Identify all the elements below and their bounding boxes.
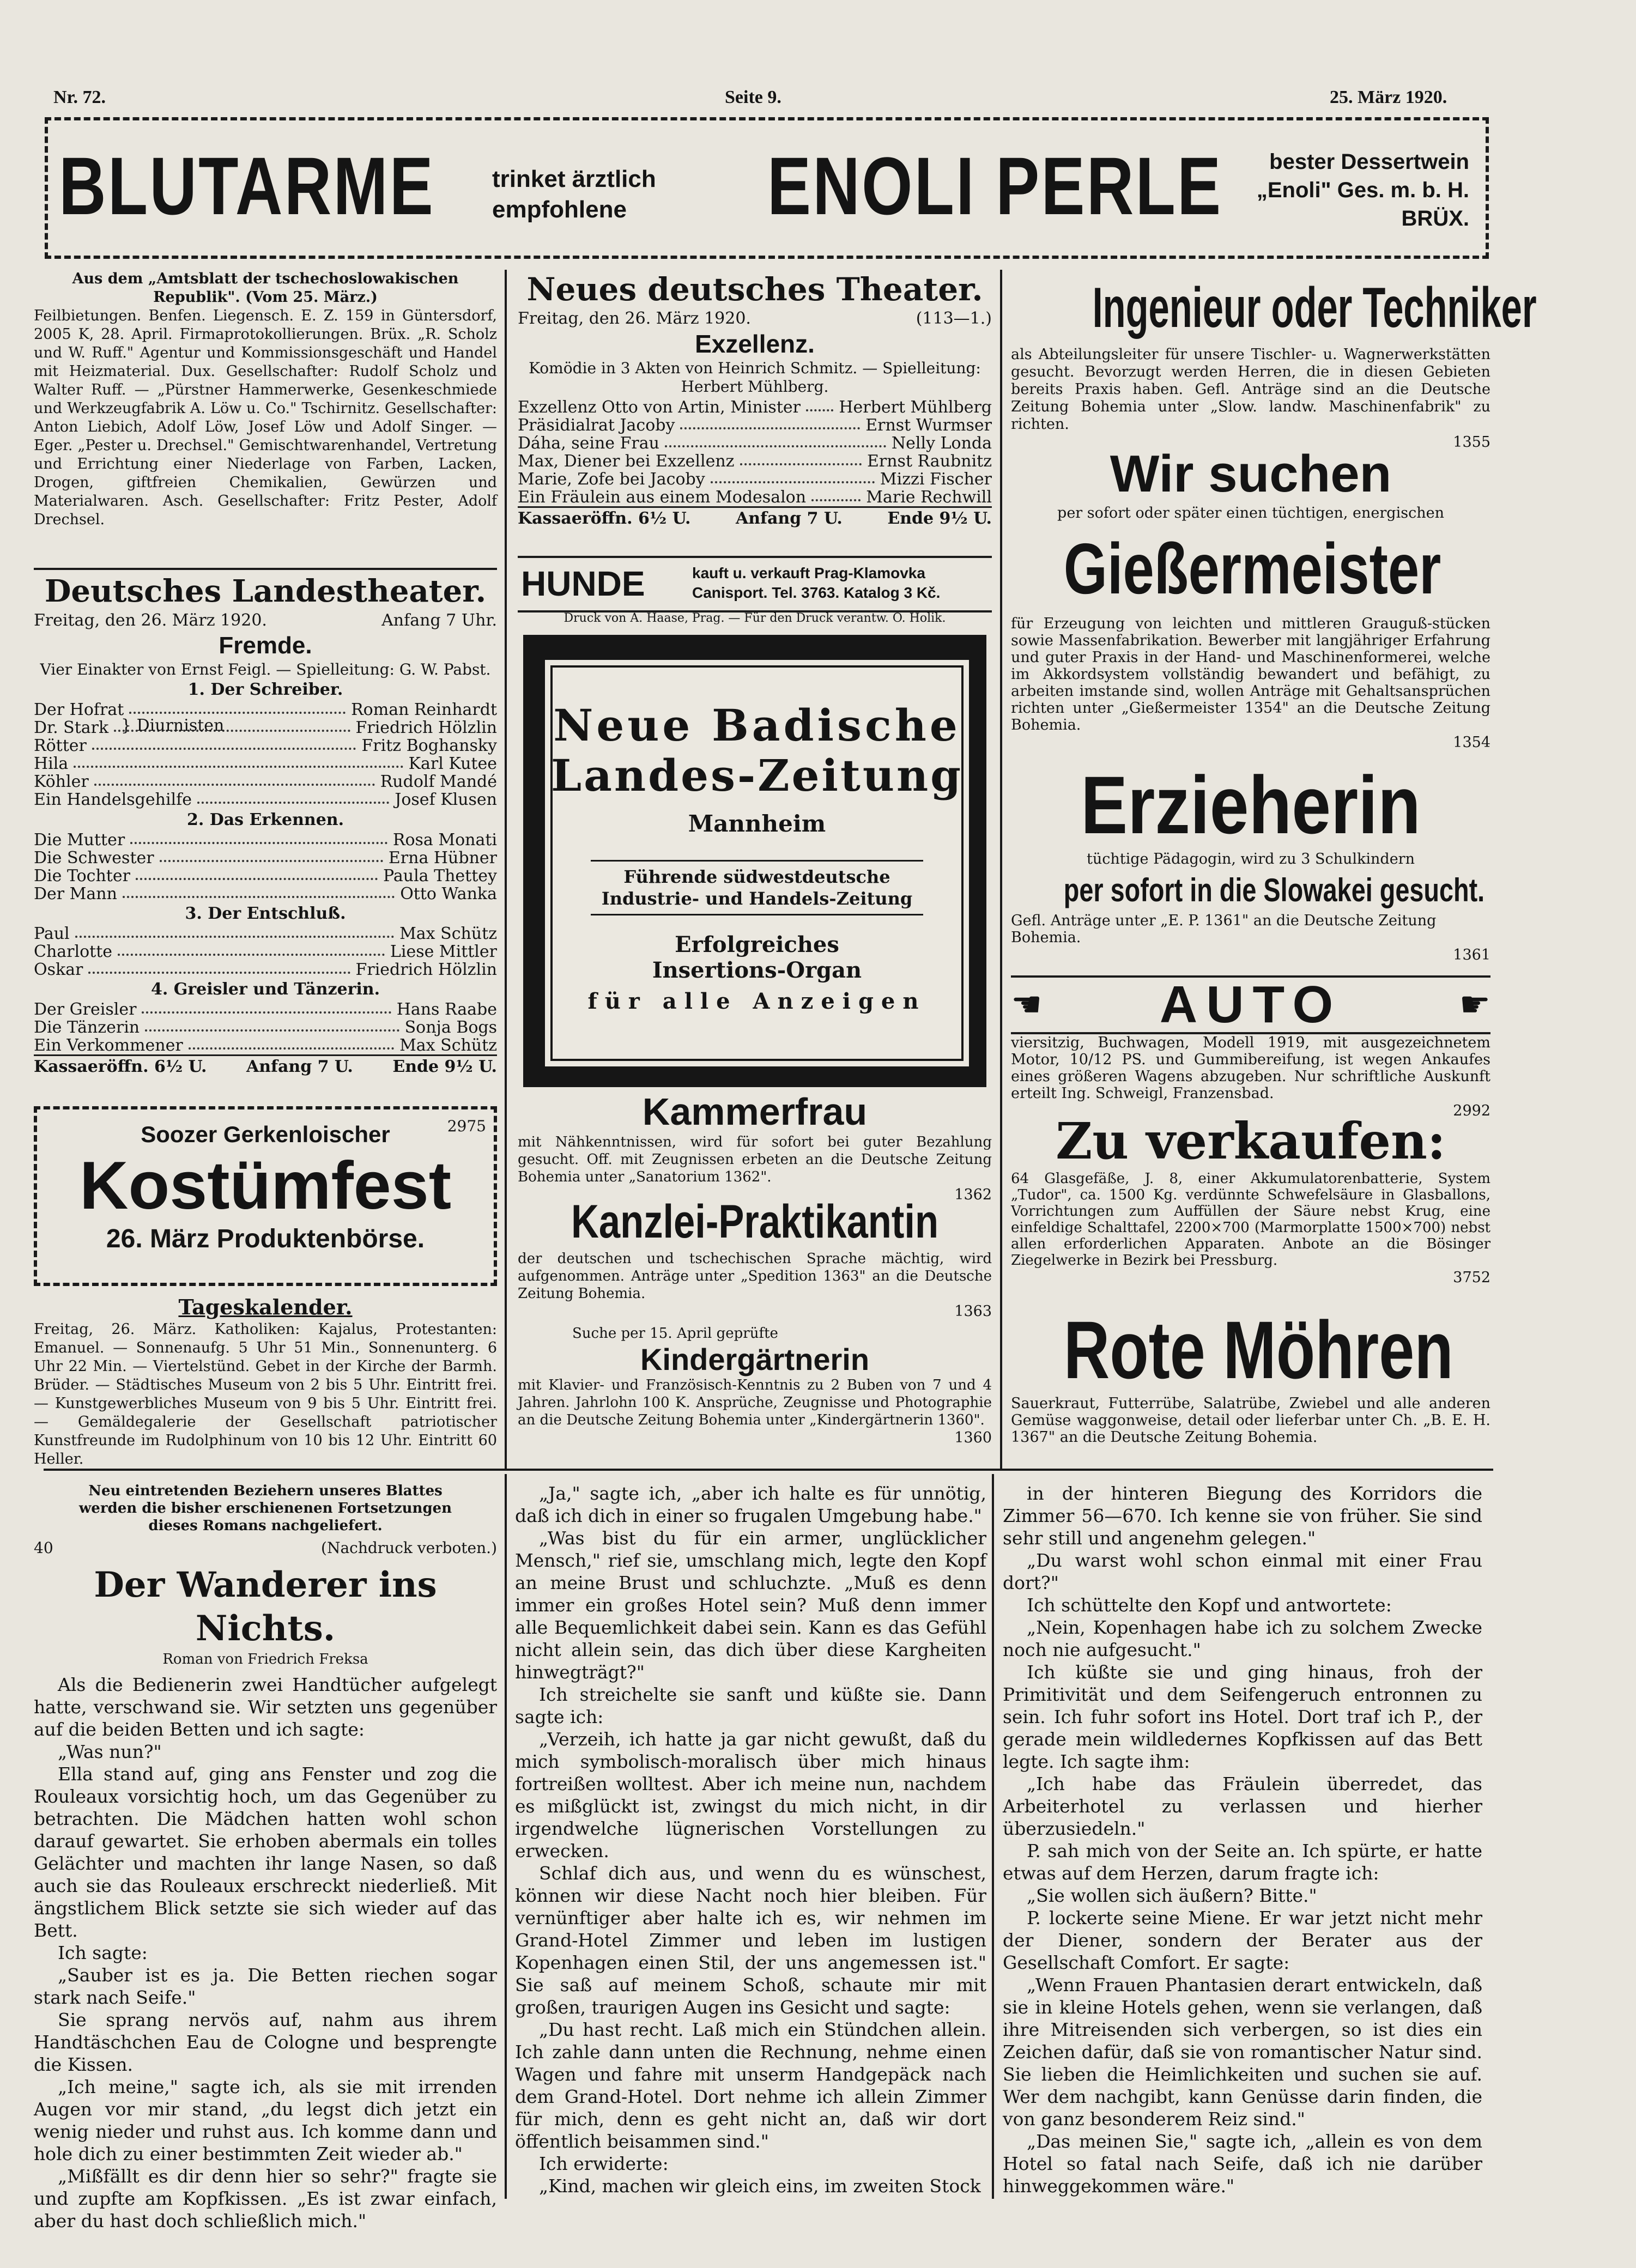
roman-paragraph: Ich küßte sie und ging hinaus, froh der Primitivität und dem Seifengeruch entronnen zu sein. Ich fuhr sofort ins Hotel. Dort traf ich P., der gerade mein wildledernes Kopfkissen auf das Bett legte. Ich sagte ihm: [1003,1661,1482,1772]
neues-theater-title: Neues deutsches Theater. [526,271,983,308]
cast-actor: Friedrich Hölzlin [355,960,497,979]
erzieherin-text: Gefl. Anträge unter „E. P. 1361" an die Deutsche Zeitung Bohemia. [1011,912,1437,946]
cast-actor: Josef Klusen [395,790,497,809]
cast-actor: Sonja Bogs [404,1018,497,1037]
cast-row [518,488,992,506]
landestheater-title: Deutsches Landestheater. [44,573,487,609]
cast-actor: Paula Thettey [383,866,497,886]
cast-actor: Otto Wanka [400,884,497,903]
roman-paragraph: „Ja," sagte ich, „aber ich halte es für unnötig, daß ich dich in einer so frugalen Umgebung habe." [515,1483,986,1526]
badische-slogan2: Insertions-Organ [652,957,862,983]
roman-paragraph: Ich streichelte sie sanft und küßte sie. Dann sagte ich: [515,1684,986,1727]
banner-middle [492,164,656,225]
page-number: Seite 9. [725,87,781,107]
cast-role: Oskar [34,960,83,979]
header-date: 25. März 1920. [1330,87,1447,107]
kostuemfest-number: 2975 [447,1117,486,1135]
cast-actor: Erna Hübner [388,848,497,868]
cast-row [34,885,497,903]
badische-city: Mannheim [688,810,826,837]
landestheater-acts [34,679,497,1054]
hunde-ad [518,556,992,613]
act-title: 1. Der Schreiber. [187,680,343,699]
neues-theater-date: Freitag, den 26. März 1920. [518,309,751,328]
imprint: Druck von A. Haase, Prag. — Für den Druck verantw. O. Holik. [563,611,946,625]
amtsblatt-text: Feilbietungen. Benfen. Liegensch. E. Z. 159 in Güntersdorf, 2005 K, 28. April. Firmaprotokollierungen. Brüx. „R. Scholz und W. Ruff." Agentur und Kommissionsgeschäft und Handel mit Heizmaterial. Dux. Gesellschafter: Rudolf Scholz und Walter Ruff. — „Pürstner Hammerwerke, Gesenkeschmiede und Werkzeugfabrik A. Löw u. Co." Tschirnitz. Gesellschafter: Anton Liebich, Adolf Löw, Josef Löw und Adolf Singer. — Eger. „Pester u. Drechsel." Gemischtwarenhandel, Vertretung und Errichtung einer Niederlage von Farben, Lacken, Drogen, giftfreien Chemikalien, Gewürzen und Materialwaren. Asch. Gesellschafter: Fritz Pester, Adolf Drechsel. [34,307,497,528]
cast-role: Der Mann [34,884,117,903]
rotemoehren-title: Rote Möhren [1063,1304,1453,1396]
roman-paragraph: „Das meinen Sie," sagte ich, „allein es von dem Hotel so fatal nach Seife, daß ich nie darüber hinweggekommen wäre." [1003,2131,1482,2197]
badische-ad [523,635,986,1087]
cast-actor: Roman Reinhardt [351,700,497,719]
zuverkaufen-text: 64 Glasgefäße, J. 8, einer Akkumulatorenbatterie, System „Tudor", ca. 1500 Kg. verdünnte Schwefelsäure in Glasballons, Vorrichtungen zum Auffüllen der Säure nebst Krug, eine einfeldige Schalttafel, 2200×700 (Marmorplatte 1500×700) nebst allen erforderlichen Apparaten. Anbote an die Bösinger Ziegelwerke in Bezirk bei Pressburg. [1011,1171,1490,1269]
ingenieur-title: Ingenieur oder Techniker [1092,276,1537,339]
roman-text-1 [34,1673,497,2232]
tageskalender-text: Freitag, 26. März. Katholiken: Kajalus, Protestanten: Emanuel. — Sonnenaufg. 5 Uhr 51 Min., Sonnenunterg. 6 Uhr 22 Min. — Viertelstünd. Gebet in der Kirche der Barmh. Brüder. — Städtisches Museum von 2 bis 5 Uhr. Eintritt frei. — Kunstgewerbliches Museum von 9 bis 5 Uhr. Eintritt frei. — Gemäldegalerie der Gesellschaft patriotischer Kunstfreunde im Rudolphinum von 10 bis 12 Uhr. Eintritt 60 Heller. [34,1321,497,1467]
roman-paragraph: „Wenn Frauen Phantasien derart entwickeln, daß sie in kleine Hotels gehen, wenn sie verlangen, daß ihre Mitreisenden sich verbergen, so ist dies ein Zeichen dafür, daß sie von romantischer Natur sind. Sie lieben die Heimlichkeiten und suchen sie auf. Wer dem nachgibt, kann Genüsse darin finden, die von ganz besonderem Reiz sind." [1003,1974,1482,2130]
kostuemfest-line1: Soozer Gerkenloischer [141,1121,390,1147]
cast-role: Ein Fräulein aus einem Modesalon [518,488,807,507]
kostuemfest-title: Kostümfest [79,1148,452,1223]
roman-paragraph: „Du warst wohl schon einmal mit einer Frau dort?" [1003,1550,1482,1593]
neues-theater-program [518,270,992,530]
zuverkaufen-ad [1011,1112,1490,1287]
giessermeister-num: 1354 [1453,734,1490,751]
roman-paragraph: Sie sprang nervös auf, nahm aus ihrem Handtäschchen Eau de Cologne und besprengte die Kissen. [34,2009,497,2075]
cast-actor: Fritz Boghansky [361,736,497,755]
banner-right-line1: bester Dessertwein [1269,150,1469,174]
roman-paragraph: „Mißfällt es dir denn hier so sehr?" fragte sie und zupfte am Kopfkissen. „Es ist zwar einfach, aber du hast doch schließlich mich." [34,2166,497,2231]
badische-slogan1: Erfolgreiches [675,932,839,957]
cast-actor: Rosa Monati [392,830,497,850]
neues-theater-code: (113—1.) [916,309,992,328]
erzieherin-num: 1361 [1453,947,1490,963]
hunde-line2: Canisport. Tel. 3763. Katalog 3 Kč. [692,584,941,601]
cast-role: Die Tänzerin [34,1018,140,1037]
kindergaertnerin-ad [518,1324,992,1447]
erzieherin-title: Erzieherin [1081,759,1421,851]
roman-nachdruck: (Nachdruck verboten.) [321,1539,497,1557]
cast-row [34,1036,497,1054]
rotemoehren-ad [1011,1305,1490,1446]
erzieherin-big: per sofort in die Slowakei gesucht. [1063,872,1485,908]
cast-actor: Ernst Raubnitz [867,452,992,471]
auto-text: viersitzig, Buchwagen, Modell 1919, mit ausgezeichnetem Motor, 10/12 PS. und Gummibereifung, ist wegen Ankaufes eines größeren Wagens abzugeben. Nur schriftliche Auskunft erteilt Ing. Schweigl, Franzensbad. [1011,1034,1490,1102]
kindergaertnerin-text: mit Klavier- und Französisch-Kenntnis zu 2 Buben von 7 und 4 Jahren. Jahrlohn 100 K. Ansprüche, Zeugnisse und Photographie an die Deutsche Zeitung Bohemia unter „Kindergärtnerin 1360". [518,1377,992,1428]
cast-role: Paul [34,924,70,943]
pointing-hand-right-icon: ☛ [1459,985,1490,1025]
cast-actor: Friedrich Hölzlin [355,718,497,737]
auto-title: AUTO [1159,975,1342,1034]
giessermeister-text: für Erzeugung von leichten und mittleren Grauguß-stücken sowie Massenfabrikation. Bewerber mit langjähriger Erfahrung und guter Praxis in der Hand- und Maschinenformerei, welche im Akkordsystem vollständig bewandert und befähigt, zu arbeiten imstande sind, wollen Anträge mit Gehaltsansprüchen richten unter „Gießermeister 1354" an die Deutsche Zeitung Bohemia. [1011,615,1490,733]
roman-paragraph: „Sauber ist es ja. Die Betten riechen sogar stark nach Seife." [34,1964,497,2008]
giessermeister-sub: per sofort oder später einen tüchtigen, energischen [1057,505,1444,521]
cast-row [518,398,992,416]
cast-actor: Max Schütz [399,924,497,943]
badische-slogan3: für alle Anzeigen [587,989,926,1014]
kammerfrau-text: mit Nähkenntnissen, wird für sofort bei guter Bezahlung gesucht. Off. mit Zeugnissen erbeten an die Deutsche Zeitung Bohemia unter „Sanatorium 1362". [518,1134,992,1185]
cast-row [34,755,497,773]
landestheater-time: Anfang 7 Uhr. [381,611,497,630]
roman-paragraph: „Du hast recht. Laß mich ein Stündchen allein. Ich zahle dann unten die Rechnung, nehme einen Wagen und fahre mit unserm Handgepäck nach dem Grand-Hotel. Dort nehme ich allein Zimmer für mich, denn es geht nicht an, daß wir dort öffentlich beisammen sind." [515,2019,986,2152]
cast-role: Hila [34,754,69,773]
enoli-banner-ad [45,117,1489,259]
cast-actor: Marie Rechwill [866,488,992,507]
roman-title: Der Wanderer ins Nichts. [94,1564,437,1649]
amtsblatt-heading: Aus dem „Amtsblatt der tschechoslowakischen Republik". (Vom 25. März.) [72,270,459,306]
cast-role: Dáha, seine Frau [518,434,659,453]
kanzlei-title: Kanzlei-Praktikantin [571,1196,939,1248]
roman-paragraph: Ich schüttelte den Kopf und antwortete: [1027,1594,1392,1616]
neues-theater-ende: Ende 9½ U. [887,509,992,528]
cast-row [34,943,497,961]
kindergaertnerin-intro: Suche per 15. April geprüfte [572,1325,778,1342]
roman-notice: Neu eintretenden Beziehern unseres Blattes werden die bisher erschienenen Fortsetzungen dieses Romans nachgeliefert. [78,1483,452,1534]
neues-theater-kassa: Kassaeröffn. 6½ U. [518,509,691,528]
cast-row [34,867,497,885]
neues-theater-sub: Komödie in 3 Akten von Heinrich Schmitz. — Spielleitung: Herbert Mühlberg. [529,359,981,396]
ingenieur-text: als Abteilungsleiter für unsere Tischler- u. Wagnerwerkstätten gesucht. Bevorzugt werden Herren, die in diesen Gebieten bereits Praxis haben. Gefl. Anträge sind an die Deutsche Zeitung Bohemia unter „Slow. landw. Maschinenfabrik" zu richten. [1011,346,1490,433]
cast-row [34,849,497,867]
act-note: } Diurnisten [121,716,225,735]
cast-role: Die Schwester [34,848,154,868]
roman-installment: 40 [34,1539,53,1557]
cast-role: Ein Handelsgehilfe [34,790,192,809]
kostuemfest-line3: 26. März Produktenbörse. [106,1224,425,1253]
kindergaertnerin-num: 1360 [954,1429,992,1446]
roman-paragraph: „Kind, machen wir gleich eins, im zweiten Stock [539,2175,981,2197]
ingenieur-num: 1355 [1453,434,1490,451]
act-title: 4. Greisler und Tänzerin. [150,980,380,999]
cast-role: Max, Diener bei Exzellenz [518,452,735,471]
cast-role: Der Hofrat [34,700,124,719]
pointing-hand-left-icon: ☚ [1011,985,1043,1025]
tageskalender-section [34,1294,497,1469]
roman-paragraph: in der hinteren Biegung des Korridors die Zimmer 56—670. Ich kenne sie von früher. Sie sind sehr still und angenehm gelegen." [1003,1483,1482,1549]
landestheater-kassa: Kassaeröffn. 6½ U. [34,1057,207,1076]
cast-actor: Karl Kutee [408,754,497,773]
cast-role: Dr. Stark [34,718,109,737]
cast-role: Rötter [34,736,87,755]
cast-actor: Nelly Londa [891,434,992,453]
cast-actor: Ernst Wurmser [865,416,992,435]
roman-paragraph: Als die Bedienerin zwei Handtücher aufgelegt hatte, verschwand sie. Wir setzten uns gegenüber auf die beiden Betten und ich sagte: [34,1674,497,1740]
erzieherin-ad [1011,760,1490,965]
cast-row [34,773,497,791]
auto-ad [1011,975,1490,1120]
neues-theater-anfang: Anfang 7 U. [735,509,843,528]
landestheater-ende: Ende 9½ U. [392,1057,497,1076]
act-title: 2. Das Erkennen. [186,810,344,829]
act-title: 3. Der Entschluß. [185,904,346,923]
kanzlei-num: 1363 [954,1303,992,1320]
ingenieur-ad [1011,270,1537,452]
cast-row [518,470,992,488]
cast-row [34,961,497,979]
kammerfrau-title: Kammerfrau [642,1090,868,1133]
auto-num: 2992 [1453,1102,1490,1119]
cast-role: Die Mutter [34,830,125,850]
roman-paragraph: „Verzeih, ich hatte ja gar nicht gewußt, daß du mich symbolisch-moralisch über mich hinaus fortreißen wolltest. Aber ich meine nun, nachdem es mißglückt ist, zwingst du mich nicht, in dir irgendwelche lügnerischen Vorstellungen zu erwecken. [515,1729,986,1861]
roman-paragraph: „Ich habe das Fräulein überredet, das Arbeiterhotel zu verlassen und hierher überzusiedeln." [1003,1773,1482,1839]
rotemoehren-text: Sauerkraut, Futterrübe, Salatrübe, Zwiebel und alle anderen Gemüse waggonweise, detail oder lieferbar unter Ch. „B. E. H. 1367" an die Deutsche Zeitung Bohemia. [1011,1395,1490,1446]
cast-row [34,791,497,809]
roman-paragraph: Ella stand auf, ging ans Fenster und zog die Rouleaux vorsichtig hoch, um das Gegenüber zu betrachten. Die Mädchen hatten wohl schon darauf gewartet. Sie erhoben abermals ein tolles Gelächter und machten ihr lange Nasen, so daß auch sie das Rouleaux erschreckt niederließ. Mit ängstlichem Blick setzte sie sich wieder auf das Bett. [34,1763,497,1941]
erzieherin-sub: tüchtige Pädagogin, wird zu 3 Schulkindern [1087,851,1415,868]
amtsblatt-section [34,270,497,529]
landestheater-anfang: Anfang 7 U. [246,1057,353,1076]
giessermeister-ad [1011,444,1490,752]
cast-role: Die Tochter [34,866,130,886]
cast-role: Charlotte [34,942,113,961]
cast-actor: Max Schütz [399,1036,497,1055]
banner-right [1257,148,1469,233]
cast-actor: Liese Mittler [390,942,497,961]
cast-row [34,1000,497,1018]
roman-paragraph: „Sie wollen sich äußern? Bitte." [1027,1885,1317,1906]
landestheater-sub: Vier Einakter von Ernst Feigl. — Spielleitung: G. W. Pabst. [40,660,491,678]
cast-row [518,434,992,452]
kanzlei-text: der deutschen und tschechischen Sprache mächtig, wird aufgenommen. Anträge unter „Spedition 1363" an die Deutsche Zeitung Bohemia. [518,1251,992,1302]
roman-paragraph: „Ich meine," sagte ich, als sie mit irrenden Augen vor mir stand, „du legst dich jetzt ein wenig nieder und ruhst aus. Ich komme dann und hole dich zu einer bestimmten Zeit wieder ab." [34,2076,497,2164]
landestheater-date: Freitag, den 26. März 1920. [34,611,267,630]
zuverkaufen-num: 3752 [1453,1269,1490,1286]
hunde-word: HUNDE [521,564,645,603]
roman-column-3 [1003,1482,1482,2197]
roman-text-3 [1003,1482,1482,2197]
cast-actor: Herbert Mühlberg [839,398,992,417]
cast-actor: Hans Raabe [396,1000,497,1019]
cast-role: Präsidialrat Jacoby [518,416,675,435]
banner-product: ENOLI PERLE [767,140,1223,232]
banner-middle-line2: empfohlene [492,196,627,223]
cast-row [34,925,497,943]
cast-row [34,831,497,849]
banner-middle-line1: trinket ärztlich [492,166,656,192]
badische-title1: Neue Badische [553,700,961,751]
roman-paragraph: Ich erwiderte: [539,2153,669,2174]
roman-column-2 [515,1482,986,2197]
kostuemfest-ad [34,1106,497,1286]
kammerfrau-ad [518,1090,992,1204]
roman-author: Roman von Friedrich Freksa [162,1651,368,1667]
roman-paragraph: „Nein, Kopenhagen habe ich zu solchem Zwecke noch nie aufgesucht." [1003,1617,1482,1660]
landestheater-play: Fremde. [219,632,312,659]
giessermeister-title: Gießermeister [1063,529,1441,609]
cast-row [518,452,992,470]
cast-actor: Mizzi Fischer [880,470,992,489]
neues-theater-cast [518,398,992,506]
tageskalender-title: Tageskalender. [178,1295,353,1319]
banner-right-line3: BRÜX. [1401,207,1469,231]
cast-role: Der Greisler [34,1000,137,1019]
cast-row [34,1018,497,1036]
banner-right-line2: „Enoli" Ges. m. b. H. [1256,178,1469,202]
neues-theater-play: Exzellenz. [695,330,815,358]
issue-number: Nr. 72. [53,87,106,107]
cast-role: Exzellenz Otto von Artin, Minister [518,398,801,417]
cast-role: Ein Verkommener [34,1036,183,1055]
roman-paragraph: „Was nun?" [58,1741,162,1762]
roman-text-2 [515,1482,986,2197]
roman-column-1 [34,1482,497,2232]
hunde-line1: kauft u. verkauft Prag-Klamovka [692,565,925,581]
kanzlei-ad [518,1193,992,1321]
giessermeister-head: Wir suchen [1110,445,1392,503]
badische-title2: Landes-Zeitung [550,750,964,801]
kindergaertnerin-title: Kindergärtnerin [640,1342,870,1376]
landestheater-program [34,572,497,1078]
badische-desc: Führende südwestdeutsche Industrie- und Handels-Zeitung [591,860,923,915]
cast-actor: Rudolf Mandé [380,772,497,791]
roman-paragraph: Schlaf dich aus, und wenn du es wünschest, können wir diese Nacht noch hier bleiben. Für vernünftiger aber halte ich es, wir nehmen im Grand-Hotel Zimmer und leben im lustigen Kopenhagen einen Stil, der uns angemessen ist." Sie saß auf meinem Schoß, schaute mir mit großen, traurigen Augen ins Gesicht und sagte: [515,1863,986,2018]
roman-paragraph: „Was bist du für ein armer, unglücklicher Mensch," rief sie, umschlang mich, legte den Kopf an meine Brust und schluchzte. „Muß es denn immer ein großes Hotel sein? Muß denn immer alle Bequemlichkeit dabei sein. Kann es das Gefühl nicht allein sein, das dich über diese Kargheiten hinwegträgt?" [515,1527,986,1683]
zuverkaufen-title: Zu verkaufen: [1056,1112,1446,1171]
cast-role: Köhler [34,772,89,791]
cast-row [518,416,992,434]
roman-paragraph: P. lockerte seine Miene. Er war jetzt nicht mehr der Diener, sondern der Berater aus der Gesellschaft Comfort. Er sagte: [1003,1907,1482,1973]
kammerfrau-num: 1362 [954,1186,992,1203]
cast-role: Marie, Zofe bei Jacoby [518,470,705,489]
roman-paragraph: P. sah mich von der Seite an. Ich spürte, er hatte etwas auf dem Herzen, darum fragte ich: [1003,1840,1482,1884]
roman-paragraph: Ich sagte: [58,1942,148,1963]
banner-blutarme: BLUTARME [59,140,435,232]
cast-row [34,737,497,755]
